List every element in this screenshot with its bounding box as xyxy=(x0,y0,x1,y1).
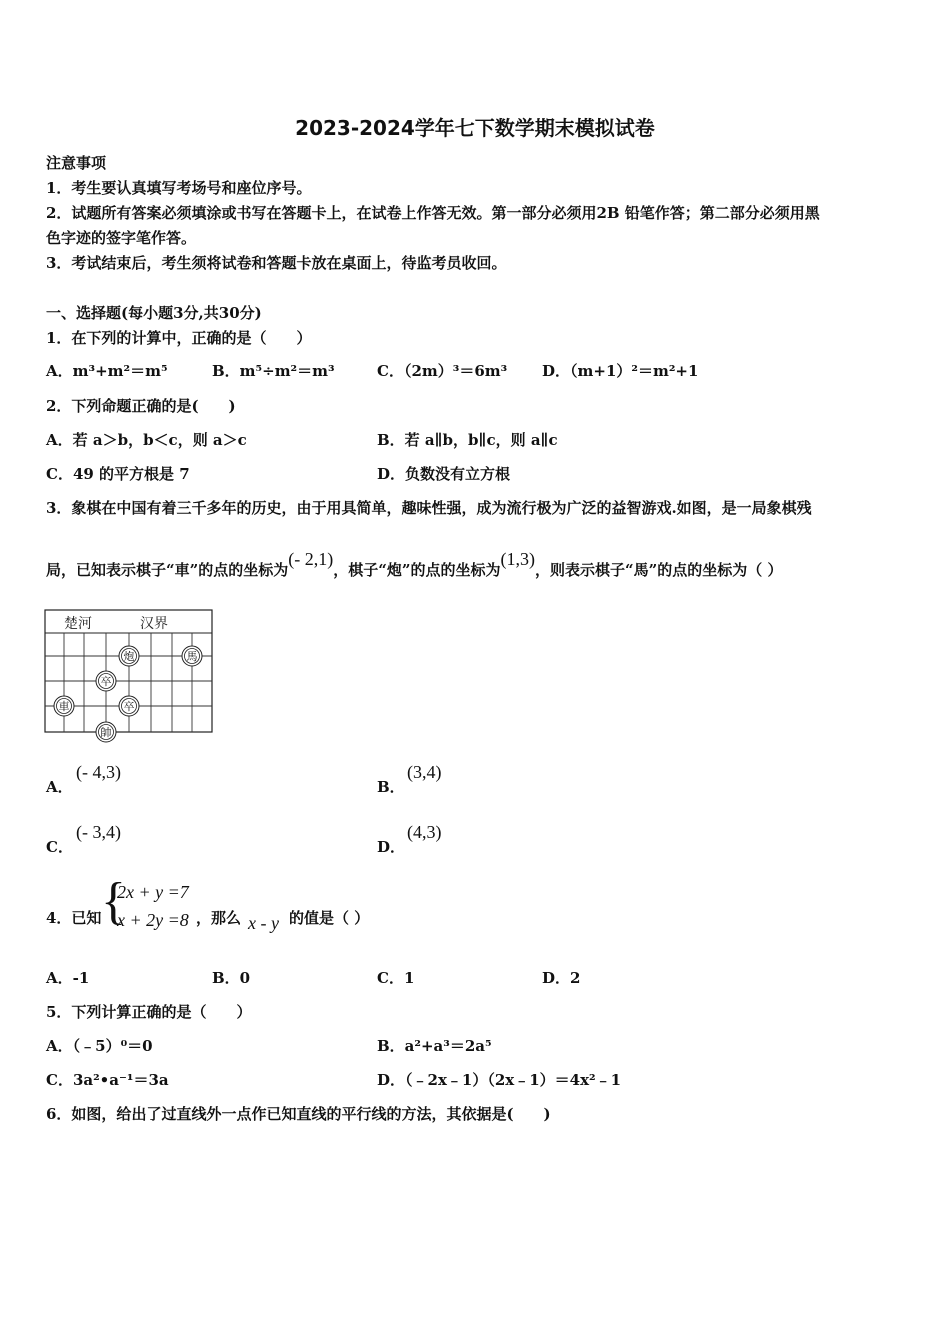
piece-che: 車 xyxy=(58,700,70,713)
piece-pao: 炮 xyxy=(123,650,135,663)
coord-pao: (1,3) xyxy=(500,549,536,569)
q4-option-d: D．2 xyxy=(542,969,581,987)
q4-equation-1: 2x + y =7 xyxy=(117,882,189,902)
q2-option-d: D．负数没有立方根 xyxy=(377,465,511,483)
q4-prefix: 4．已知 xyxy=(46,909,102,927)
q3-option-a-label: A． xyxy=(46,778,73,796)
piece-zu: 卒 xyxy=(100,675,112,688)
q4-equation-2: x + 2y =8 xyxy=(117,910,189,930)
chess-board-figure xyxy=(44,606,216,746)
q3-option-c-label: C． xyxy=(46,838,73,856)
q5-option-c: C．3a²•a⁻¹＝3a xyxy=(46,1071,169,1089)
q3-text-a: 局，已知表示棋子“車”的点的坐标为 xyxy=(46,561,289,579)
piece-ma: 馬 xyxy=(186,650,198,663)
q2-option-c: C．49 的平方根是 7 xyxy=(46,465,190,483)
q4-suffix: 的值是（ ） xyxy=(289,909,370,927)
q5-option-d: D．（﹣2x﹣1）（2x﹣1）＝4x²﹣1 xyxy=(377,1071,622,1089)
q3-option-b-value: (3,4) xyxy=(407,762,442,782)
question-1-stem: 1．在下列的计算中，正确的是（ ） xyxy=(46,329,312,347)
q3-option-d-value: (4,3) xyxy=(407,822,442,842)
question-3-line-1: 3．象棋在中国有着三千多年的历史，由于用具简单，趣味性强，成为流行极为广泛的益智游戏.如图，是一局象棋残 xyxy=(46,499,812,517)
q2-option-a: A．若 a＞b，b＜c，则 a＞c xyxy=(46,431,247,449)
q5-option-b: B．a²+a³＝2a⁵ xyxy=(377,1037,492,1055)
q3-option-d-label: D． xyxy=(377,838,406,856)
notice-item: 3．考试结束后，考生须将试卷和答题卡放在桌面上，待监考员收回。 xyxy=(46,254,507,272)
notice-heading: 注意事项 xyxy=(46,154,107,172)
q4-middle: ，那么 xyxy=(196,909,242,927)
question-3-line-2 xyxy=(46,549,783,580)
notice-item: 色字迹的签字笔作答。 xyxy=(46,229,197,247)
q5-option-a: A．（﹣5）⁰＝0 xyxy=(46,1037,153,1055)
question-5-stem: 5．下列计算正确的是（ ） xyxy=(46,1003,252,1021)
q1-option-b: B．m⁵÷m²＝m³ xyxy=(212,362,335,380)
q4-option-a: A．-1 xyxy=(46,969,90,987)
q3-option-a-value: (- 4,3) xyxy=(76,762,121,782)
q2-option-b: B．若 a∥b，b∥c，则 a∥c xyxy=(377,431,558,449)
q4-option-c: C．1 xyxy=(377,969,415,987)
piece-shuai: 帥 xyxy=(100,726,112,739)
q4-expression: x - y xyxy=(248,913,279,933)
q4-option-b: B．0 xyxy=(212,969,251,987)
notice-item: 1．考生要认真填写考场号和座位序号。 xyxy=(46,179,312,197)
system-brace: { xyxy=(101,873,126,930)
q1-option-d: D．（m+1）²＝m²+1 xyxy=(542,362,699,380)
q3-option-c-value: (- 3,4) xyxy=(76,822,121,842)
river-label-right: 汉界 xyxy=(140,616,168,632)
coord-che: (- 2,1) xyxy=(288,549,334,569)
q3-option-b-label: B． xyxy=(377,778,405,796)
question-6-stem: 6．如图，给出了过直线外一点作已知直线的平行线的方法，其依据是( ) xyxy=(46,1105,551,1123)
section-heading: 一、选择题(每小题3分,共30分) xyxy=(46,304,262,322)
river-label-left: 楚河 xyxy=(64,616,92,632)
notice-item: 2．试题所有答案必须填涂或书写在答题卡上，在试卷上作答无效。第一部分必须用2B 铅笔作答；第二部分必须用黑 xyxy=(46,204,820,222)
q1-option-a: A．m³+m²＝m⁵ xyxy=(46,362,168,380)
q3-text-c: ，则表示棋子“馬”的点的坐标为（ ） xyxy=(535,561,783,579)
q3-text-b: ，棋子“炮”的点的坐标为 xyxy=(333,561,501,579)
page-title: 2023-2024学年七下数学期末模拟试卷 xyxy=(295,116,655,140)
question-2-stem: 2．下列命题正确的是( ) xyxy=(46,397,236,415)
q1-option-c: C．（2m）³＝6m³ xyxy=(377,362,508,380)
piece-zu: 卒 xyxy=(123,700,135,713)
